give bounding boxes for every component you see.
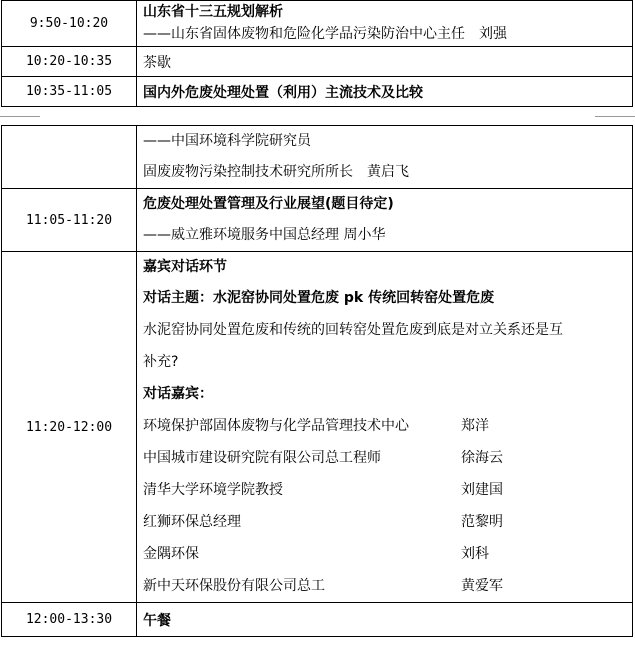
time-cell: 10:35-11:05 xyxy=(2,77,137,107)
table-row xyxy=(2,1,633,47)
time-cell: 11:05-11:20 xyxy=(2,189,137,252)
session-title: 山东省十三五规划解析 xyxy=(143,3,283,20)
page-break xyxy=(0,108,635,125)
guest-name: 刘科 xyxy=(461,546,489,562)
content-cell xyxy=(137,126,633,189)
guest-org: 中国城市建设研究院有限公司总工程师 xyxy=(143,450,381,466)
session-speaker: ——威立雅环境服务中国总经理 周小华 xyxy=(143,227,386,243)
table-row xyxy=(2,47,633,77)
content-cell xyxy=(137,252,633,603)
guest-name: 范黎明 xyxy=(461,514,503,530)
time-cell: 10:20-10:35 xyxy=(2,47,137,77)
page-break-line xyxy=(595,116,635,117)
session-title: 嘉宾对话环节 xyxy=(143,259,227,275)
guests-label: 对话嘉宾： xyxy=(143,386,213,402)
time-cell xyxy=(2,126,137,189)
dialogue-topic: 对话主题：水泥窑协同处置危废 pk 传统回转窑处置危废 xyxy=(143,290,495,306)
guest-org: 清华大学环境学院教授 xyxy=(143,482,283,498)
content-cell xyxy=(137,189,633,252)
session-title: 午餐 xyxy=(137,603,633,637)
session-title: 危废处理处置管理及行业展望(题目待定) xyxy=(143,196,394,212)
time-cell: 12:00-13:30 xyxy=(2,603,137,637)
session-title: 茶歇 xyxy=(137,47,633,77)
guest-name: 黄爱军 xyxy=(461,578,503,594)
agenda-table-part2 xyxy=(1,125,633,637)
time-cell: 11:20-12:00 xyxy=(2,252,137,603)
guest-item xyxy=(143,442,632,474)
guest-org: 红狮环保总经理 xyxy=(143,514,241,530)
session-title: 国内外危废处理处置（利用）主流技术及比较 xyxy=(137,77,633,107)
guest-item xyxy=(143,538,632,570)
dialogue-question: 水泥窑协同处置危废和传统的回转窑处置危废到底是对立关系还是互 xyxy=(143,322,563,338)
table-row xyxy=(2,252,633,603)
guest-item xyxy=(143,570,632,602)
agenda-table-part1 xyxy=(1,0,633,107)
guest-name: 徐海云 xyxy=(461,450,503,466)
table-row xyxy=(2,126,633,189)
table-row xyxy=(2,77,633,107)
guest-org: 环境保护部固体废物与化学品管理技术中心 xyxy=(143,418,409,434)
guest-item xyxy=(143,474,632,506)
speaker-line: ——中国环境科学院研究员 xyxy=(143,133,311,149)
table-row xyxy=(2,603,633,637)
content-cell xyxy=(137,1,633,47)
guest-name: 刘建国 xyxy=(461,482,503,498)
guest-item xyxy=(143,506,632,538)
table-row xyxy=(2,189,633,252)
time-cell: 9:50-10:20 xyxy=(2,1,137,47)
dialogue-question: 补充? xyxy=(143,354,179,370)
page-break-line xyxy=(0,116,40,117)
guest-org: 新中天环保股份有限公司总工 xyxy=(143,578,325,594)
speaker-line: 固废废物污染控制技术研究所所长 黄启飞 xyxy=(143,164,409,180)
guest-name: 郑洋 xyxy=(461,418,489,434)
guest-item xyxy=(143,410,632,442)
guest-org: 金隅环保 xyxy=(143,546,199,562)
session-speaker: ——山东省固体废物和危险化学品污染防治中心主任 刘强 xyxy=(143,25,507,42)
